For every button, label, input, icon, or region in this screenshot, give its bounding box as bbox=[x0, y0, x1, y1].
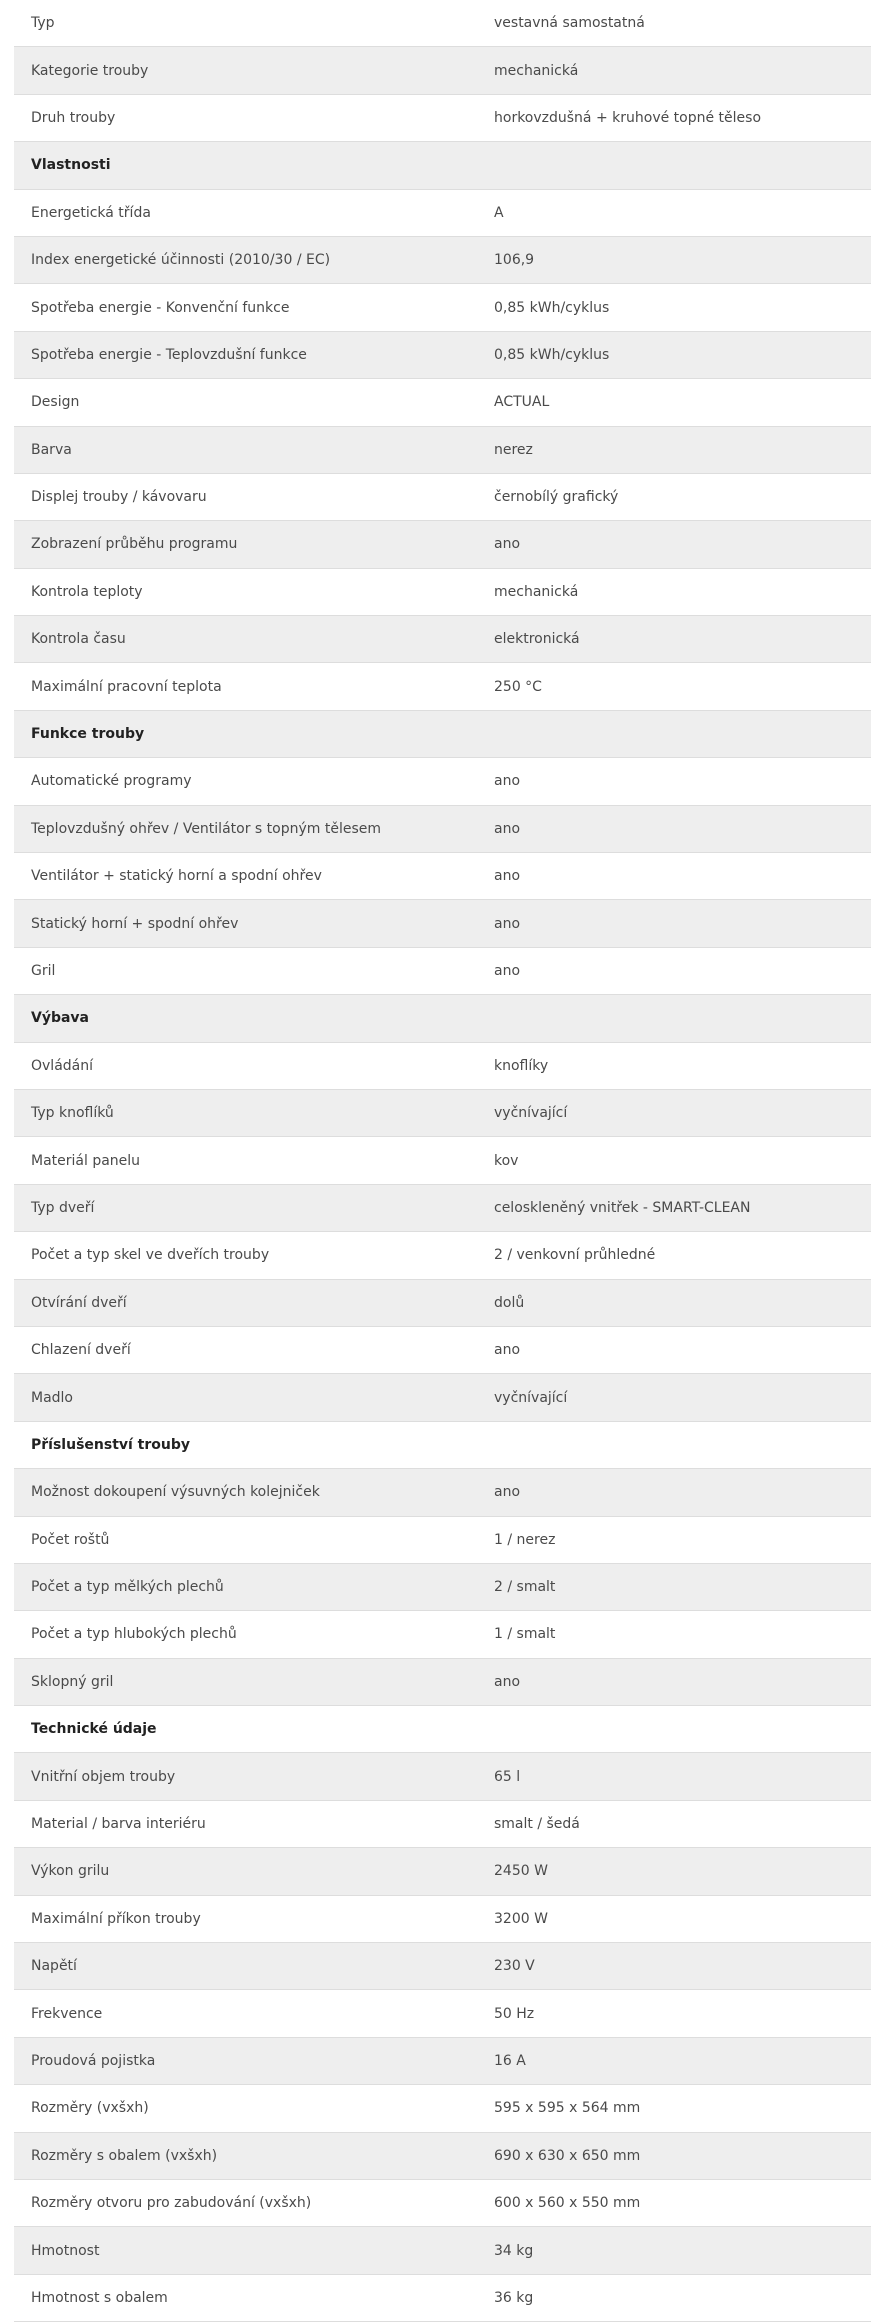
spec-row bbox=[14, 1611, 871, 1658]
spec-value: mechanická bbox=[494, 62, 579, 79]
spec-value: 230 V bbox=[494, 1958, 535, 1975]
spec-value: vyčnívající bbox=[494, 1105, 568, 1122]
spec-label: Barva bbox=[31, 441, 72, 458]
spec-label: Hmotnost s obalem bbox=[31, 2289, 168, 2306]
spec-value: elektronická bbox=[494, 631, 580, 648]
spec-row bbox=[14, 47, 871, 94]
spec-row bbox=[14, 1232, 871, 1279]
spec-row bbox=[14, 0, 871, 47]
spec-row bbox=[14, 1469, 871, 1516]
spec-value: ano bbox=[494, 1673, 521, 1690]
spec-value: 1 / smalt bbox=[494, 1626, 556, 1643]
spec-value: 600 x 560 x 550 mm bbox=[494, 2195, 641, 2212]
spec-value: 2 / venkovní průhledné bbox=[494, 1247, 656, 1264]
spec-row bbox=[14, 1990, 871, 2037]
spec-value: ano bbox=[494, 915, 521, 932]
spec-value: knoflíky bbox=[494, 1057, 549, 1074]
spec-value: černobílý grafický bbox=[494, 489, 619, 506]
spec-value: 690 x 630 x 650 mm bbox=[494, 2147, 641, 2164]
section-header-row bbox=[14, 995, 871, 1042]
spec-label: Maximální pracovní teplota bbox=[31, 678, 222, 695]
section-header-row bbox=[14, 1422, 871, 1469]
spec-label: Zobrazení průběhu programu bbox=[31, 536, 238, 553]
spec-row bbox=[14, 1943, 871, 1990]
spec-label: Proudová pojistka bbox=[31, 2052, 156, 2069]
spec-label: Frekvence bbox=[31, 2005, 103, 2022]
spec-value: mechanická bbox=[494, 583, 579, 600]
spec-row bbox=[14, 474, 871, 521]
spec-label: Spotřeba energie - Teplovzdušní funkce bbox=[31, 346, 307, 363]
spec-row bbox=[14, 1517, 871, 1564]
spec-label: Chlazení dveří bbox=[31, 1342, 131, 1359]
spec-row bbox=[14, 2085, 871, 2132]
spec-label: Index energetické účinnosti (2010/30 / EC) bbox=[31, 252, 331, 269]
spec-value: celoskleněný vnitřek - SMART-CLEAN bbox=[494, 1199, 751, 1216]
spec-label: Sklopný gril bbox=[31, 1673, 114, 1690]
spec-value: ano bbox=[494, 868, 521, 885]
spec-value: 36 kg bbox=[494, 2289, 534, 2306]
spec-value: smalt / šedá bbox=[494, 1816, 580, 1833]
spec-label: Výkon grilu bbox=[31, 1863, 110, 1880]
spec-row bbox=[14, 1753, 871, 1800]
spec-row bbox=[14, 2038, 871, 2085]
section-title: Vlastnosti bbox=[31, 157, 111, 174]
spec-label: Počet a typ skel ve dveřích trouby bbox=[31, 1247, 270, 1264]
spec-value: 2 / smalt bbox=[494, 1579, 556, 1596]
section-header-row bbox=[14, 1706, 871, 1753]
spec-row bbox=[14, 427, 871, 474]
spec-label: Druh trouby bbox=[31, 109, 116, 126]
spec-row bbox=[14, 379, 871, 426]
spec-row bbox=[14, 2275, 871, 2322]
spec-label: Možnost dokoupení výsuvných kolejniček bbox=[31, 1484, 320, 1501]
spec-value: ano bbox=[494, 963, 521, 979]
spec-row bbox=[14, 2227, 871, 2274]
spec-row bbox=[14, 569, 871, 616]
spec-value: ACTUAL bbox=[494, 394, 550, 411]
spec-row bbox=[14, 1137, 871, 1184]
section-title: Výbava bbox=[31, 1010, 90, 1027]
spec-row bbox=[14, 190, 871, 237]
spec-row bbox=[14, 1327, 871, 1374]
spec-row bbox=[14, 2133, 871, 2180]
spec-label: Ovládání bbox=[31, 1057, 94, 1074]
spec-row bbox=[14, 758, 871, 805]
spec-value: 3200 W bbox=[494, 1910, 548, 1927]
spec-label: Vnitřní objem trouby bbox=[31, 1768, 176, 1785]
spec-label: Energetická třída bbox=[31, 204, 151, 221]
spec-value: ano bbox=[494, 1484, 521, 1501]
spec-value: vestavná samostatná bbox=[494, 15, 645, 32]
spec-label: Statický horní + spodní ohřev bbox=[31, 915, 239, 932]
spec-row bbox=[14, 663, 871, 710]
spec-row bbox=[14, 1090, 871, 1137]
spec-row bbox=[14, 806, 871, 853]
spec-label: Material / barva interiéru bbox=[31, 1816, 206, 1833]
spec-value: 50 Hz bbox=[494, 2005, 535, 2022]
spec-value: horkovzdušná + kruhové topné těleso bbox=[494, 109, 762, 126]
spec-row bbox=[14, 1185, 871, 1232]
section-title: Funkce trouby bbox=[31, 726, 145, 743]
spec-value: 16 A bbox=[494, 2052, 526, 2069]
spec-value: ano bbox=[494, 820, 521, 837]
spec-value: dolů bbox=[494, 1294, 525, 1311]
spec-row bbox=[14, 332, 871, 379]
spec-label: Otvírání dveří bbox=[31, 1294, 127, 1311]
spec-row bbox=[14, 1896, 871, 1943]
section-title: Příslušenství trouby bbox=[31, 1436, 191, 1453]
spec-row bbox=[14, 853, 871, 900]
spec-value: A bbox=[494, 204, 504, 221]
spec-row bbox=[14, 1801, 871, 1848]
spec-value: 595 x 595 x 564 mm bbox=[494, 2100, 641, 2117]
spec-row bbox=[14, 237, 871, 284]
spec-label: Madlo bbox=[31, 1389, 73, 1406]
spec-row bbox=[14, 1043, 871, 1090]
spec-label: Ventilátor + statický horní a spodní ohřev bbox=[31, 868, 322, 885]
spec-row bbox=[14, 1280, 871, 1327]
spec-label: Napětí bbox=[31, 1958, 77, 1975]
spec-value: 65 l bbox=[494, 1768, 521, 1785]
spec-row bbox=[14, 521, 871, 568]
spec-value: kov bbox=[494, 1152, 519, 1169]
spec-value: 250 °C bbox=[494, 678, 542, 695]
spec-label: Teplovzdušný ohřev / Ventilátor s topným tělesem bbox=[31, 820, 381, 837]
spec-value: 1 / nerez bbox=[494, 1531, 556, 1548]
spec-table bbox=[14, 0, 871, 2322]
spec-value: ano bbox=[494, 536, 521, 553]
spec-row bbox=[14, 2180, 871, 2227]
spec-label: Spotřeba energie - Konvenční funkce bbox=[31, 299, 290, 316]
spec-value: 2450 W bbox=[494, 1863, 548, 1880]
spec-label: Kontrola teploty bbox=[31, 583, 143, 600]
spec-label: Displej trouby / kávovaru bbox=[31, 489, 207, 506]
spec-label: Typ bbox=[31, 15, 55, 32]
spec-row bbox=[14, 1848, 871, 1895]
spec-value: 34 kg bbox=[494, 2242, 534, 2259]
spec-label: Kontrola času bbox=[31, 631, 126, 648]
section-header-row bbox=[14, 711, 871, 758]
spec-label: Materiál panelu bbox=[31, 1152, 141, 1169]
section-header-row bbox=[14, 142, 871, 189]
spec-label: Počet roštů bbox=[31, 1531, 110, 1548]
spec-label: Kategorie trouby bbox=[31, 62, 149, 79]
spec-row bbox=[14, 616, 871, 663]
spec-label: Hmotnost bbox=[31, 2242, 100, 2259]
spec-value: nerez bbox=[494, 441, 533, 458]
spec-label: Počet a typ hlubokých plechů bbox=[31, 1626, 237, 1643]
spec-value: ano bbox=[494, 1342, 521, 1359]
spec-row bbox=[14, 948, 871, 995]
section-title: Technické údaje bbox=[31, 1721, 157, 1738]
spec-value: 106,9 bbox=[494, 252, 535, 269]
spec-row bbox=[14, 1564, 871, 1611]
spec-value: 0,85 kWh/cyklus bbox=[494, 346, 610, 363]
spec-value: 0,85 kWh/cyklus bbox=[494, 299, 610, 316]
spec-value: ano bbox=[494, 773, 521, 790]
spec-label: Design bbox=[31, 394, 80, 411]
spec-label: Maximální příkon trouby bbox=[31, 1910, 201, 1927]
spec-label: Automatické programy bbox=[31, 773, 192, 790]
spec-label: Typ knoflíků bbox=[31, 1105, 114, 1122]
spec-row bbox=[14, 95, 871, 142]
spec-label: Rozměry s obalem (vxšxh) bbox=[31, 2147, 218, 2164]
spec-row bbox=[14, 900, 871, 947]
spec-label: Počet a typ mělkých plechů bbox=[31, 1579, 224, 1596]
spec-label: Gril bbox=[31, 963, 56, 979]
spec-value: vyčnívající bbox=[494, 1389, 568, 1406]
spec-row bbox=[14, 284, 871, 331]
spec-row bbox=[14, 1659, 871, 1706]
spec-label: Rozměry (vxšxh) bbox=[31, 2100, 149, 2117]
spec-row bbox=[14, 1374, 871, 1421]
spec-label: Rozměry otvoru pro zabudování (vxšxh) bbox=[31, 2195, 312, 2212]
spec-label: Typ dveří bbox=[31, 1199, 95, 1216]
